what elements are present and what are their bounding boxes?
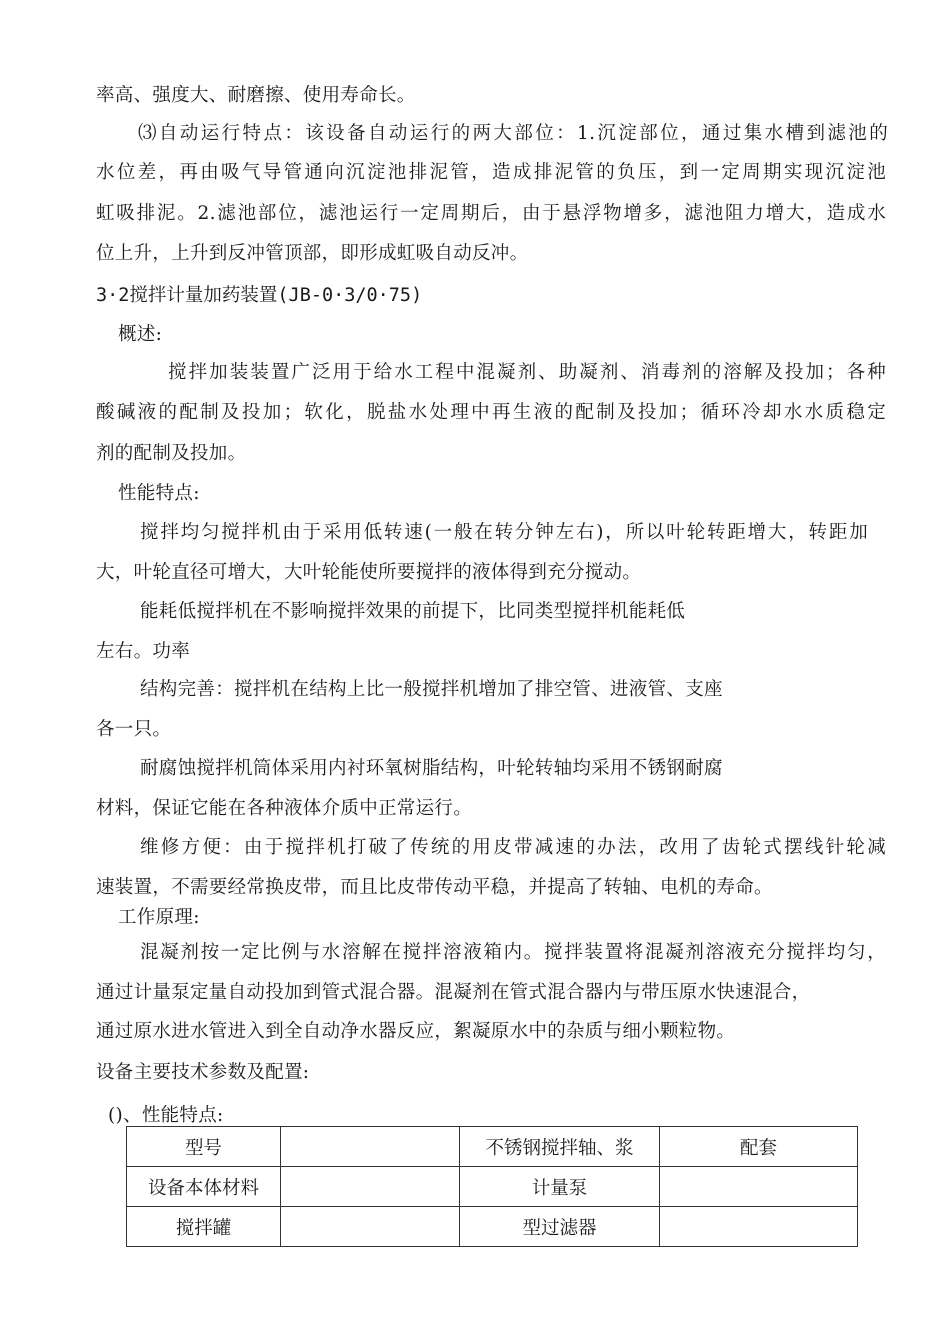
paragraph-line: 维修方便：由于搅拌机打破了传统的用皮带减速的办法，改用了齿轮式摆线针轮减 [140,837,886,858]
section-heading: 3·2搅拌计量加药装置(JB-0·3/0·75) [96,285,423,306]
table-cell: 配套 [660,1127,858,1167]
table-cell [281,1167,460,1207]
table-cell: 型过滤器 [460,1207,660,1247]
paragraph-line: 速装置，不需要经常换皮带，而且比皮带传动平稳，并提高了转轴、电机的寿命。 [96,877,773,898]
paragraph-line: 各一只。 [96,719,172,740]
table-cell: 设备本体材料 [127,1167,281,1207]
subheading-principle: 工作原理: [118,907,200,928]
table-caption: ()、性能特点: [108,1105,224,1126]
subheading-features: 性能特点: [118,483,200,504]
paragraph-line: 水位差，再由吸气导管通向沉淀池排泥管，造成排泥管的负压，到一定周期实现沉淀池 [96,162,886,183]
table-cell [660,1167,858,1207]
paragraph-line: 能耗低搅拌机在不影响搅拌效果的前提下，比同类型搅拌机能耗低 [140,601,686,622]
paragraph-line: 酸碱液的配制及投加；软化，脱盐水处理中再生液的配制及投加；循环冷却水水质稳定 [96,402,886,423]
paragraph-line: 虹吸排泥。2.滤池部位，滤池运行一定周期后，由于悬浮物增多，滤池阻力增大，造成水 [96,203,886,224]
table-cell: 计量泵 [460,1167,660,1207]
table-cell: 搅拌罐 [127,1207,281,1247]
paragraph-line: 搅拌均匀搅拌机由于采用低转速(一般在转分钟左右)，所以叶轮转距增大，转距加 [140,522,868,543]
paragraph-line: ⑶自动运行特点：该设备自动运行的两大部位：1.沉淀部位，通过集水槽到滤池的 [138,123,888,144]
paragraph-line: 左右。功率 [96,641,191,662]
table-row [127,1127,858,1167]
paragraph-line: 混凝剂按一定比例与水溶解在搅拌溶液箱内。搅拌装置将混凝剂溶液充分搅拌均匀， [140,942,886,963]
paragraph-line: 通过原水进水管进入到全自动净水器反应，絮凝原水中的杂质与细小颗粒物。 [96,1021,736,1042]
paragraph-line: 通过计量泵定量自动投加到管式混合器。混凝剂在管式混合器内与带压原水快速混合， [96,982,811,1003]
paragraph-line: 位上升，上升到反冲管顶部，即形成虹吸自动反冲。 [96,243,529,264]
subheading-params: 设备主要技术参数及配置: [96,1062,310,1083]
paragraph-line: 率高、强度大、耐磨擦、使用寿命长。 [96,85,416,106]
table-cell [660,1207,858,1247]
table-row [127,1207,858,1247]
table-cell: 不锈钢搅拌轴、浆 [460,1127,660,1167]
paragraph-line: 剂的配制及投加。 [96,443,247,464]
paragraph-line: 材料，保证它能在各种液体介质中正常运行。 [96,798,473,819]
spec-table [126,1126,858,1247]
table-cell [281,1207,460,1247]
paragraph-line: 大，叶轮直径可增大，大叶轮能使所要搅拌的液体得到充分搅动。 [96,562,642,583]
table-cell [281,1127,460,1167]
paragraph-line: 耐腐蚀搅拌机筒体采用内衬环氧树脂结构，叶轮转轴均采用不锈钢耐腐 [140,758,723,779]
subheading-overview: 概述: [118,324,163,345]
paragraph-line: 搅拌加装装置广泛用于给水工程中混凝剂、助凝剂、消毒剂的溶解及投加；各种 [168,362,886,383]
table-row [127,1167,858,1207]
table-cell: 型号 [127,1127,281,1167]
paragraph-line: 结构完善：搅拌机在结构上比一般搅拌机增加了排空管、进液管、支座 [140,679,723,700]
